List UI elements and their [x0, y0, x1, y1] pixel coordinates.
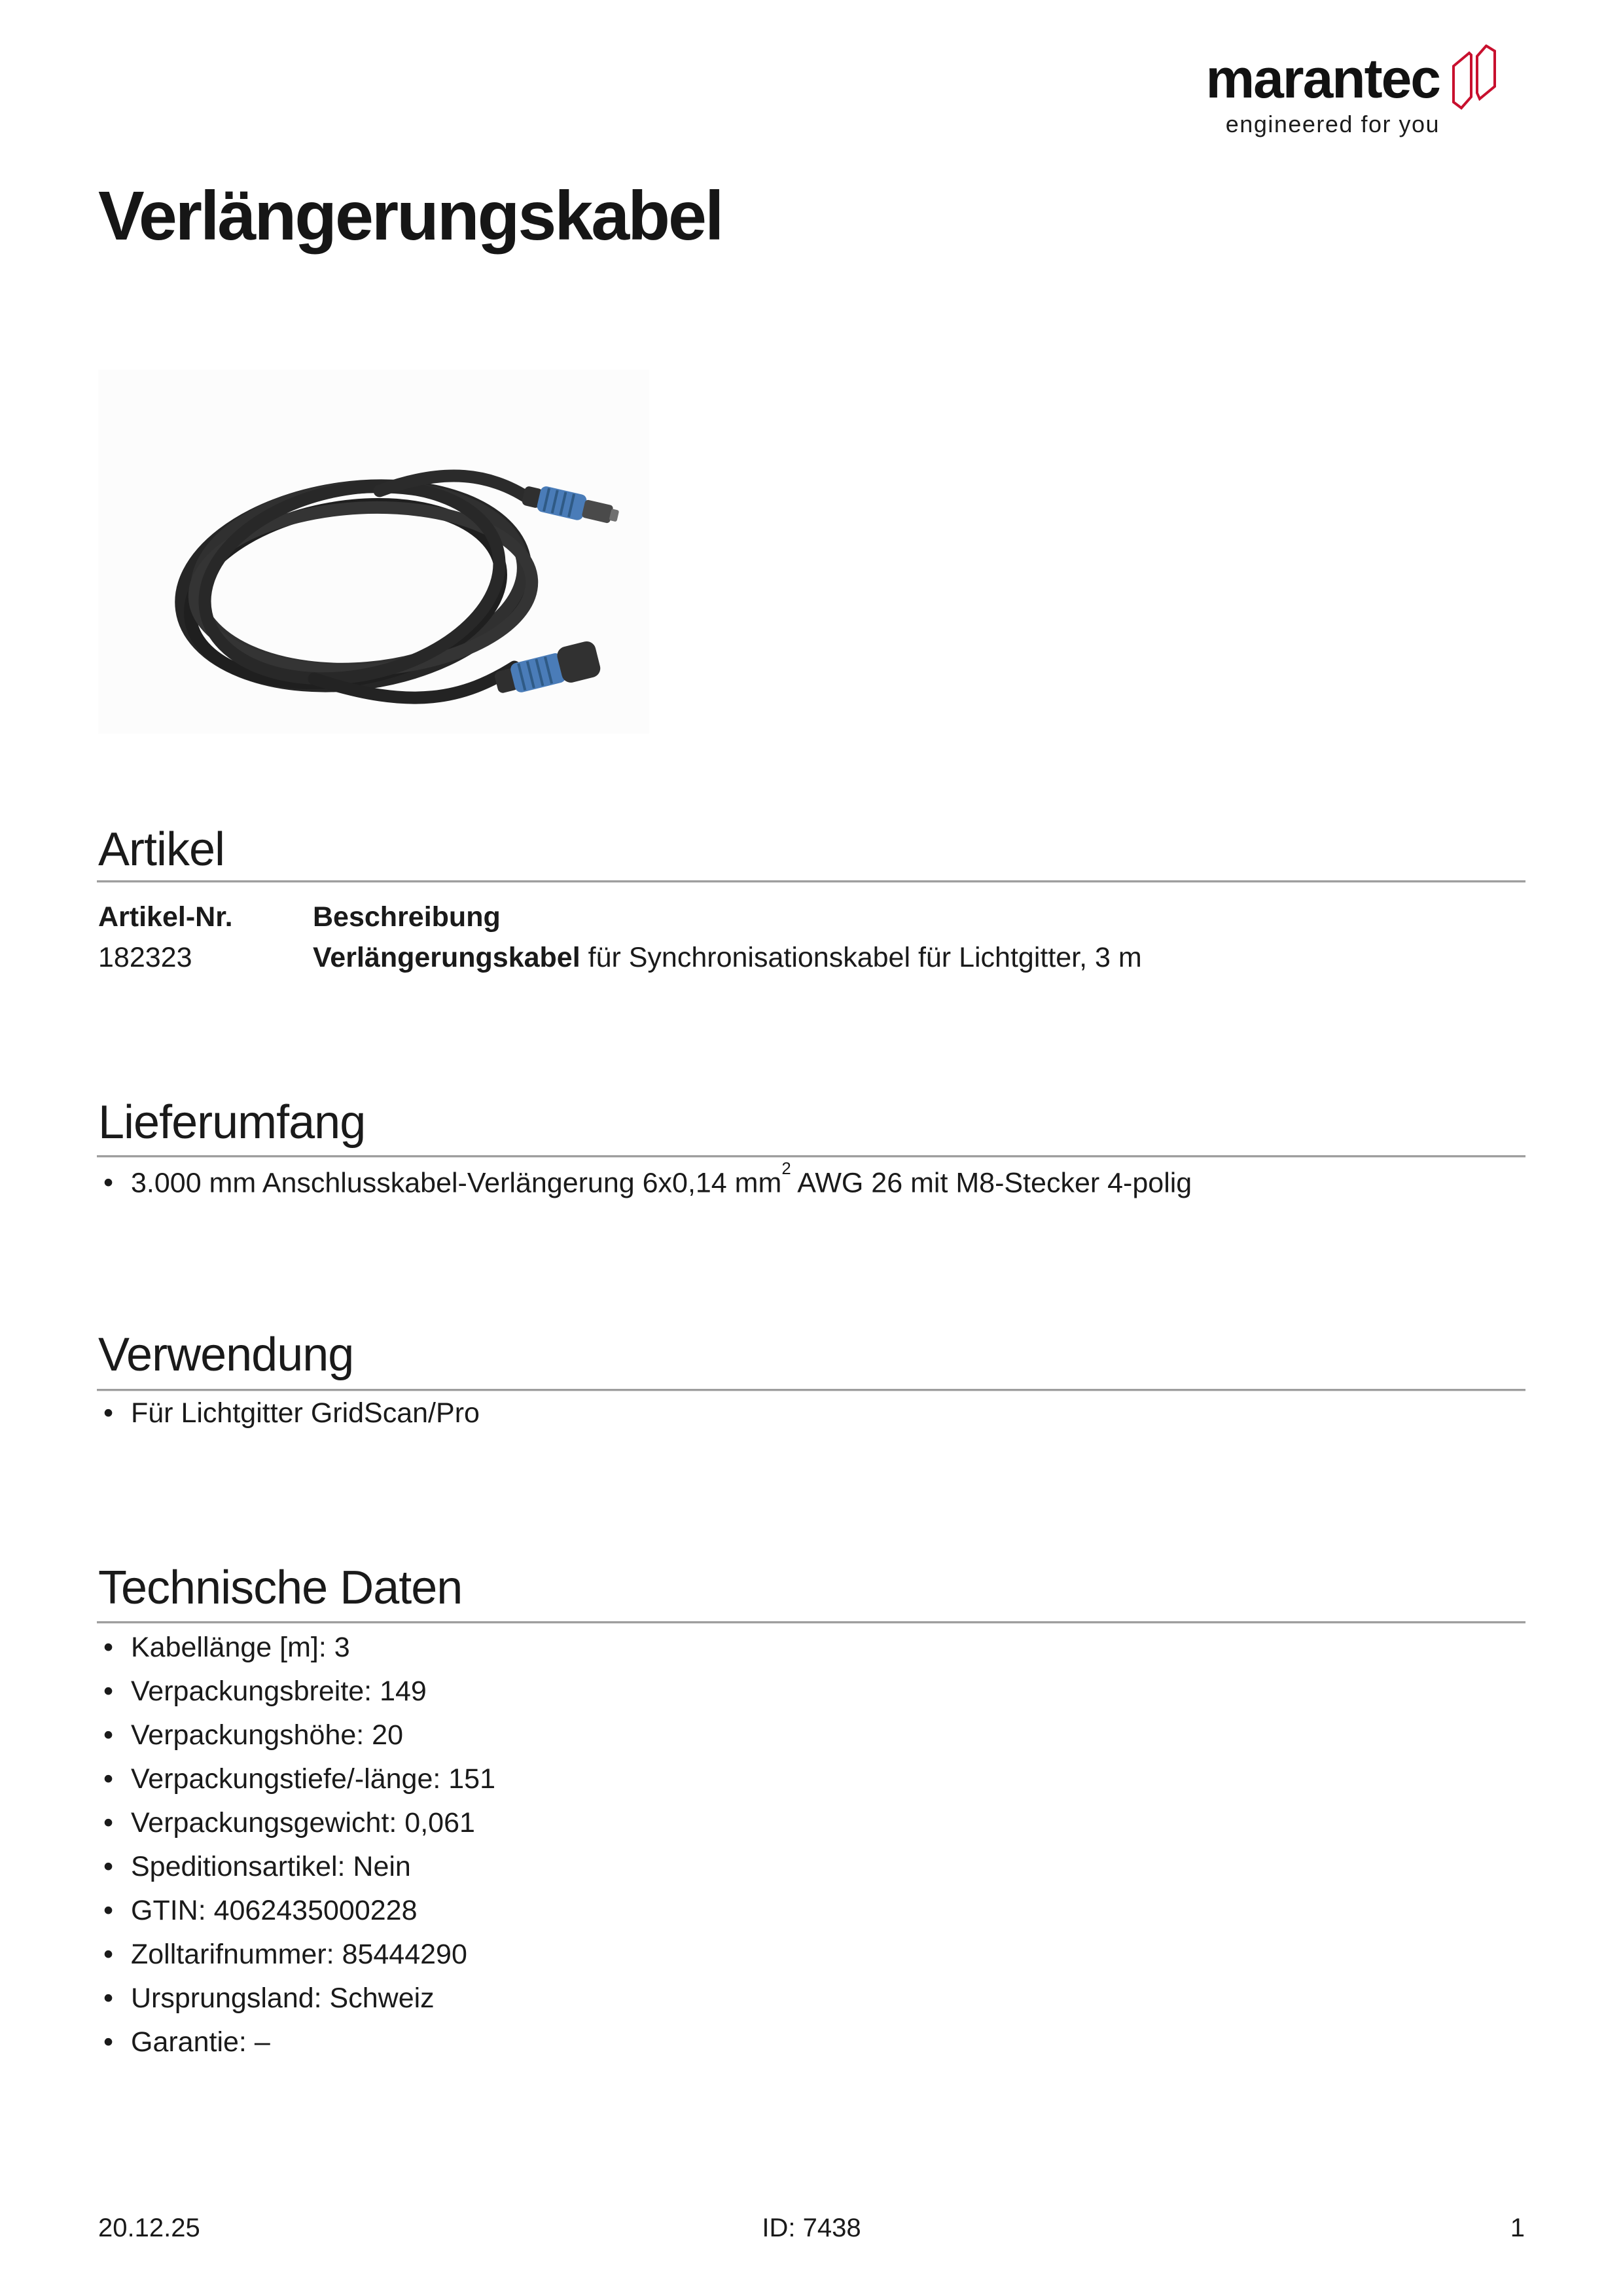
footer-date: 20.12.25	[98, 2214, 200, 2242]
section-rule	[97, 880, 1525, 883]
bullet-dot: •	[103, 1397, 114, 1429]
bullet-dot: •	[103, 1982, 114, 2014]
tech-item-text: Verpackungshöhe: 20	[131, 1719, 403, 1751]
tech-item-text: Ursprungsland: Schweiz	[131, 1982, 435, 2014]
section-title-lieferumfang: Lieferumfang	[98, 1096, 366, 1149]
bullet-dot: •	[103, 1719, 114, 1751]
lieferumfang-item-text: 3.000 mm Anschlusskabel-Verlängerung 6x0,14 $mm^2$ AWG 26 mit M8-Stecker 4-polig	[131, 1160, 1192, 1199]
list-item	[98, 1897, 495, 1925]
bullet-dot: •	[103, 1895, 114, 1926]
product-photo	[98, 370, 649, 734]
section-rule	[97, 1155, 1525, 1158]
bullet-dot: •	[103, 1763, 114, 1795]
bullet-dot: •	[103, 1167, 114, 1198]
bullet-dot: •	[103, 1676, 114, 1707]
logo-tagline: engineered for you	[1225, 111, 1440, 137]
list-item	[98, 1984, 495, 2013]
artikel-table	[98, 903, 1525, 972]
tech-item-text: GTIN: 4062435000228	[131, 1895, 418, 1926]
bullet-dot: •	[103, 1939, 114, 1970]
beschreibung-detail: für Synchronisationskabel für Lichtgitter, 3 m	[580, 942, 1142, 973]
superscript-2: 2	[781, 1160, 791, 1179]
logo-wordmark: marantec	[1205, 48, 1440, 109]
page-title: Verlängerungskabel	[98, 177, 722, 255]
section-rule	[97, 1621, 1525, 1624]
section-rule	[97, 1389, 1525, 1391]
connector-bottom	[491, 639, 602, 700]
list-item	[98, 1160, 1192, 1199]
tech-item-text: Garantie: –	[131, 2026, 270, 2058]
section-title-verwendung: Verwendung	[98, 1329, 354, 1381]
list-item	[98, 1765, 495, 1793]
list-item	[98, 2028, 495, 2056]
verwendung-item-text: Für Lichtgitter GridScan/Pro	[131, 1397, 480, 1429]
bullet-dot: •	[103, 1851, 114, 1882]
technische-daten-list	[98, 1634, 495, 2072]
table-cell-beschreibung	[313, 944, 1525, 972]
bullet-dot: •	[103, 2026, 114, 2058]
marantec-mark-icon	[1452, 45, 1499, 110]
connector-top	[521, 482, 621, 529]
list-item	[98, 1399, 480, 1427]
beschreibung-product-name: Verlängerungskabel	[313, 942, 580, 973]
column-header-beschreibung: Beschreibung	[313, 901, 501, 933]
tech-item-text: Verpackungsgewicht: 0,061	[131, 1807, 475, 1839]
bullet-dot: •	[103, 1807, 114, 1839]
tech-item-text: Speditionsartikel: Nein	[131, 1851, 411, 1882]
tech-item-text: Zolltarifnummer: 85444290	[131, 1939, 467, 1970]
list-item	[98, 1634, 495, 1662]
bullet-dot: •	[103, 1632, 114, 1663]
cable-photo-illustration	[98, 370, 649, 734]
tech-item-text: Verpackungstiefe/-länge: 151	[131, 1763, 496, 1795]
footer-doc-id: ID: 7438	[762, 2214, 861, 2242]
column-header-artikel-nr: Artikel-Nr.	[98, 901, 233, 933]
footer-page-number: 1	[1510, 2214, 1525, 2242]
table-cell-artikel-nr: 182323	[98, 942, 192, 973]
tech-item-text: Verpackungsbreite: 149	[131, 1676, 427, 1707]
tech-item-text: Kabellänge [m]: 3	[131, 1632, 350, 1663]
list-item	[98, 1721, 495, 1749]
list-item	[98, 1853, 495, 1881]
section-title-technische-daten: Technische Daten	[98, 1562, 463, 1614]
list-item	[98, 1677, 495, 1706]
section-title-artikel: Artikel	[98, 823, 225, 876]
list-item	[98, 1809, 495, 1837]
list-item	[98, 1941, 495, 1969]
logo	[1205, 48, 1440, 137]
